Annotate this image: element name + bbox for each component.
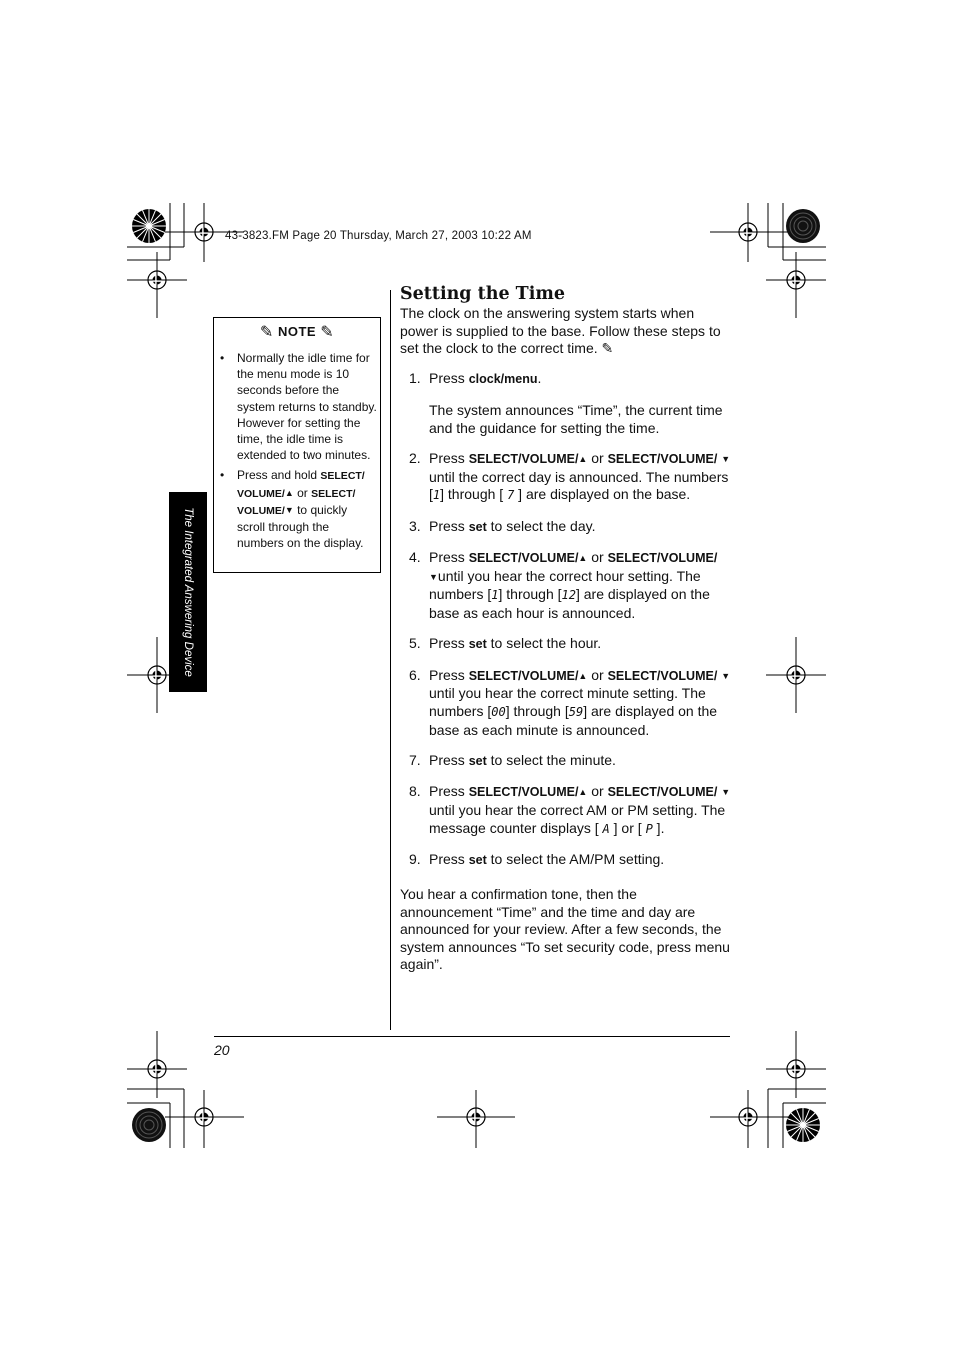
step-text: or: [591, 666, 604, 683]
triangle-up-icon: ▲: [578, 670, 588, 681]
note-item-text: Normally the idle time for the menu mode is 10 seconds before the system returns to standby. However for setting the time, the idle time is extended to two minutes.: [237, 351, 377, 463]
column-divider: [390, 290, 391, 1030]
triangle-down-icon: ▼: [284, 504, 294, 515]
step-text: to select the minute.: [486, 752, 616, 769]
step-number: 5.: [409, 635, 421, 652]
page-number: 20: [214, 1042, 230, 1058]
step-item: [409, 752, 734, 771]
pen-check-icon: ✎: [320, 324, 335, 341]
triangle-up-icon: ▲: [578, 787, 588, 798]
triangle-down-icon: ▼: [721, 453, 731, 464]
key-label: set: [468, 637, 487, 652]
step-text: ] through [: [498, 586, 562, 603]
step-text: to select the hour.: [486, 635, 602, 652]
pen-check-icon: ✎: [259, 324, 274, 341]
note-list: [220, 350, 378, 555]
lcd-digit: 12: [561, 588, 576, 603]
step-item: [409, 370, 734, 437]
step-text: ] through [: [505, 703, 569, 720]
step-text: Press: [429, 783, 465, 800]
note-box: [213, 317, 381, 573]
step-text: or: [591, 783, 604, 800]
step-text: ] through [: [440, 486, 508, 503]
step-text: Press: [429, 517, 465, 534]
step-text: Press: [429, 752, 465, 769]
triangle-down-icon: ▼: [429, 571, 438, 582]
step-number: 1.: [409, 370, 421, 386]
file-info-header: 43-3823.FM Page 20 Thursday, March 27, 2003 10:22 AM: [225, 230, 532, 242]
triangle-down-icon: ▼: [721, 787, 731, 798]
step-item: [409, 667, 734, 740]
pen-check-icon: ✎: [601, 340, 614, 357]
note-item-text: or: [293, 485, 312, 500]
note-item: [220, 467, 378, 551]
step-text: until the correct day is announced. The numbers [: [429, 468, 729, 503]
step-text: Press: [429, 851, 465, 868]
step-number: 4.: [409, 548, 421, 565]
steps-list: [409, 370, 734, 882]
step-text: ] are displayed on the base as each minute is announced.: [429, 703, 718, 738]
step-number: 7.: [409, 752, 421, 769]
step-text: to select the day.: [486, 517, 596, 534]
footer-rule: [214, 1036, 730, 1037]
step-number: 9.: [409, 851, 421, 868]
closing-paragraph: You hear a confirmation tone, then the announcement “Time” and the time and day are announced for your review. After a few seconds, the system announces “To set security code, press menu again”.: [400, 886, 730, 973]
side-tab-label: The Integrated Answering Device: [182, 507, 194, 677]
note-item: [220, 350, 378, 463]
step-text: ] are displayed on the base.: [514, 486, 691, 503]
key-label: SELECT/VOLUME/: [607, 785, 718, 800]
step-text: Press: [429, 370, 465, 386]
key-label: SELECT/ VOLUME/: [237, 470, 365, 500]
step-text: until you hear the correct hour setting. The numbers [: [429, 567, 701, 603]
step-number: 8.: [409, 783, 421, 800]
step-text: to select the AM/PM setting.: [486, 851, 665, 868]
key-label: SELECT/VOLUME/: [468, 451, 579, 466]
key-label: SELECT/VOLUME/: [468, 668, 579, 683]
lcd-digit: A: [602, 821, 610, 836]
note-item-text: Press and hold: [237, 468, 321, 483]
key-label: SELECT/VOLUME/: [468, 785, 579, 800]
step-item: [409, 851, 734, 870]
step-text: until you hear the correct AM or PM setting. The message counter displays [: [429, 802, 726, 836]
step-text: Press: [429, 449, 465, 466]
triangle-down-icon: ▼: [721, 670, 731, 681]
step-text: ] or [: [609, 819, 646, 836]
side-chapter-tab: [169, 492, 207, 692]
step-item: [409, 635, 734, 654]
step-text: ].: [652, 819, 665, 836]
triangle-up-icon: ▲: [578, 453, 588, 464]
key-label: set: [468, 853, 487, 868]
triangle-up-icon: ▲: [578, 552, 588, 563]
lcd-digit: 1: [491, 588, 499, 603]
intro-text: The clock on the answering system starts when power is supplied to the base. Follow these steps to set the clock to the correct time.: [400, 305, 721, 357]
key-label: SELECT/VOLUME/: [607, 550, 718, 565]
lcd-digit: 7: [507, 488, 515, 503]
bullet: •: [220, 468, 225, 483]
step-text: Press: [429, 548, 465, 565]
note-item-text: to quickly scroll through the numbers on the display.: [237, 502, 364, 551]
section-title: Setting the Time: [400, 284, 565, 304]
step-text: Press: [429, 635, 465, 652]
note-heading: [214, 322, 380, 342]
step-text: Press: [429, 666, 465, 683]
step-text: until you hear the correct minute setting. The numbers [: [429, 685, 706, 720]
step-text: .: [537, 370, 542, 386]
triangle-up-icon: ▲: [284, 487, 294, 498]
step-text: or: [591, 449, 604, 466]
key-label: SELECT/ VOLUME/: [237, 487, 356, 517]
step-item: [409, 518, 734, 537]
note-heading-text: NOTE: [277, 324, 317, 339]
section-intro: [400, 305, 730, 358]
step-number: 3.: [409, 517, 421, 534]
step-text: ] are displayed on the base as each hour is announced.: [429, 586, 710, 622]
key-label: SELECT/VOLUME/: [607, 668, 718, 683]
lcd-digit: 00: [491, 705, 506, 720]
lcd-digit: P: [645, 821, 653, 836]
lcd-digit: 1: [432, 488, 441, 503]
bullet: •: [220, 351, 225, 365]
step-text: or: [591, 548, 604, 565]
key-label: set: [468, 754, 487, 769]
key-label: SELECT/VOLUME/: [607, 451, 718, 466]
key-label: SELECT/VOLUME/: [468, 550, 579, 565]
step-subtext: The system announces “Time”, the current time and the guidance for setting the time.: [429, 401, 723, 436]
step-number: 6.: [409, 666, 421, 683]
lcd-digit: 59: [568, 705, 584, 720]
step-item: [409, 549, 734, 623]
key-label: clock/menu: [468, 372, 538, 386]
step-item: [409, 450, 734, 505]
key-label: set: [468, 519, 487, 534]
step-number: 2.: [409, 449, 421, 466]
step-item: [409, 783, 734, 838]
